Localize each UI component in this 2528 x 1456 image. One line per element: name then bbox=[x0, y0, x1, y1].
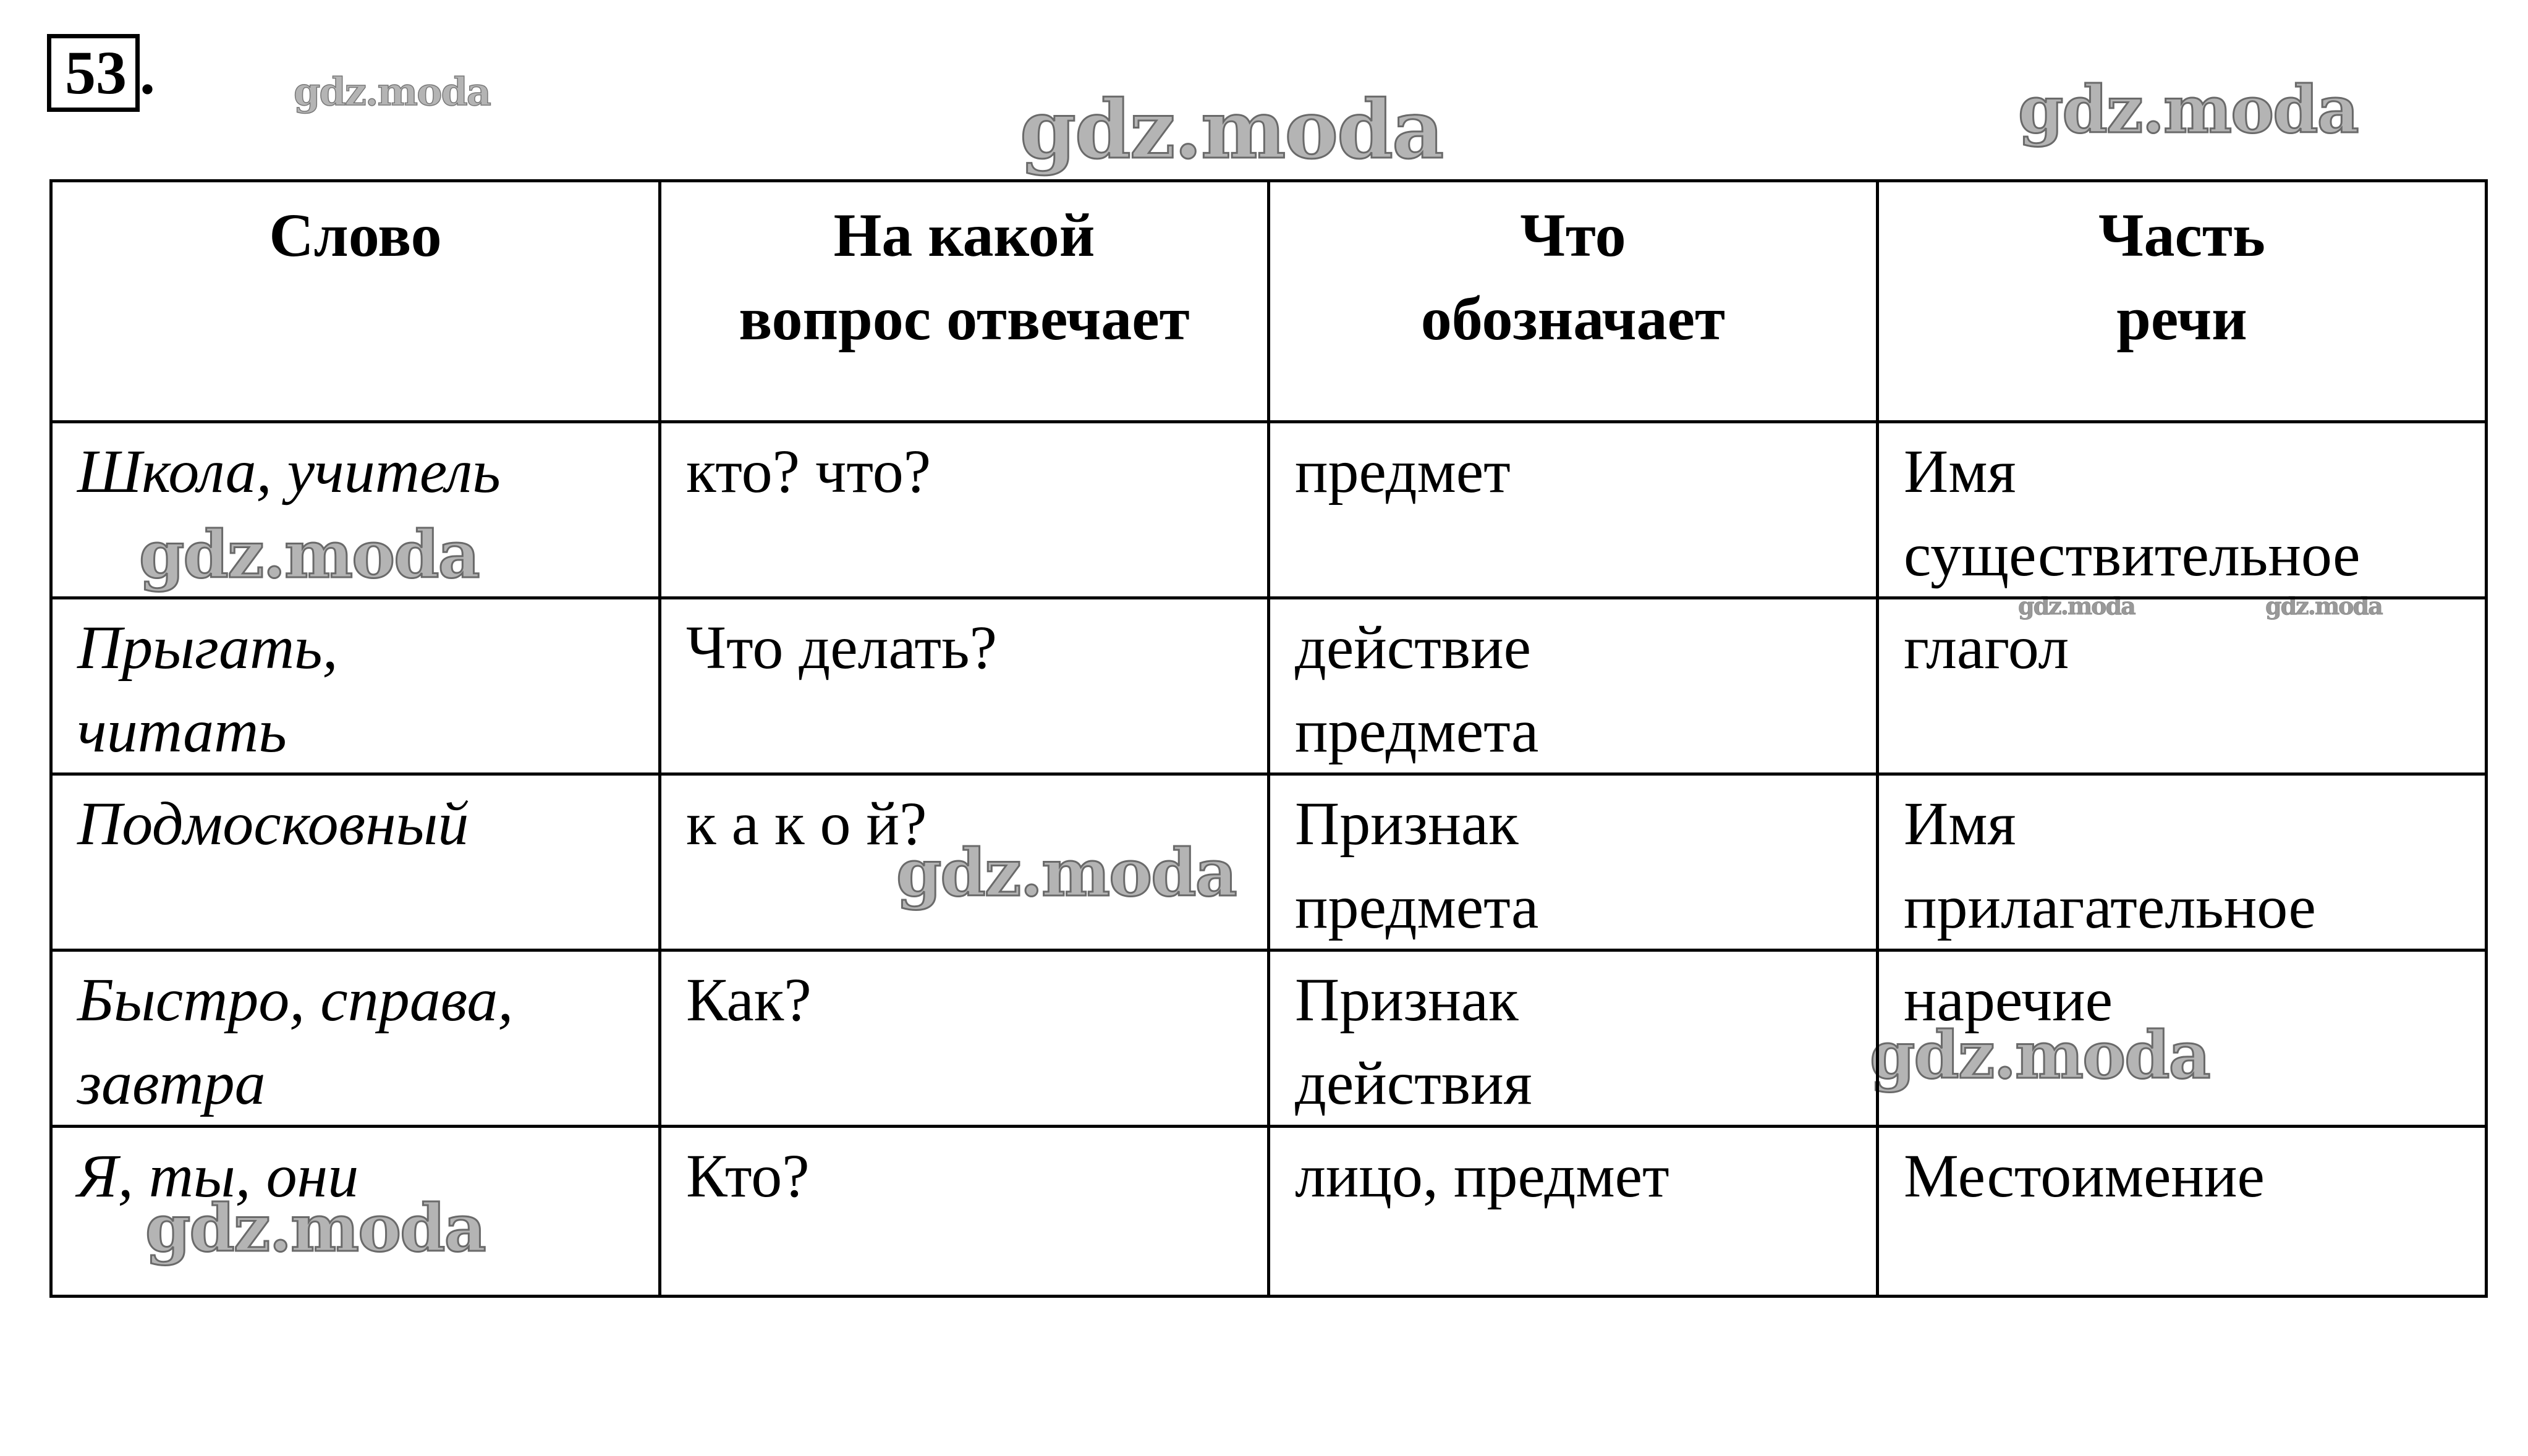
word-cell bbox=[51, 422, 660, 598]
table-header-row bbox=[51, 181, 2487, 422]
cell-line: Признак bbox=[1295, 789, 1519, 858]
header-word bbox=[51, 181, 660, 422]
cell-line: Школа, учитель bbox=[77, 437, 501, 506]
cell-line: существительное bbox=[1904, 520, 2360, 589]
cell-line: Кто? bbox=[686, 1141, 810, 1210]
question-cell bbox=[660, 598, 1269, 774]
header-word-line: Слово bbox=[269, 201, 442, 269]
watermark: gdz.moda bbox=[145, 1190, 485, 1266]
cell-line: Быстро, справа, bbox=[77, 965, 514, 1034]
watermark: gdz.moda bbox=[2018, 592, 2135, 620]
cell-line: Как? bbox=[686, 965, 812, 1034]
word-cell bbox=[51, 1127, 660, 1297]
cell-line: лицо, предмет bbox=[1295, 1141, 1669, 1210]
cell-line: Подмосковный bbox=[77, 789, 469, 858]
header-part-of-speech bbox=[1878, 181, 2487, 422]
exercise-number bbox=[47, 34, 155, 111]
watermark: gdz.moda bbox=[294, 69, 490, 114]
part-of-speech-cell bbox=[1878, 774, 2487, 950]
cell-line: Имя bbox=[1904, 789, 2016, 858]
watermark: gdz.moda bbox=[2265, 592, 2382, 620]
cell-line: завтра bbox=[77, 1049, 266, 1117]
cell-line: Имя bbox=[1904, 437, 2016, 506]
header-question-line: На какой bbox=[833, 201, 1095, 269]
word-cell bbox=[51, 950, 660, 1127]
meaning-cell bbox=[1269, 774, 1878, 950]
cell-line: предмет bbox=[1295, 437, 1511, 506]
cell-line: Признак bbox=[1295, 965, 1519, 1034]
cell-line: предмета bbox=[1295, 873, 1539, 941]
cell-line: Местоимение bbox=[1904, 1141, 2265, 1210]
exercise-number-text: 53 bbox=[65, 38, 127, 107]
header-part-of-speech-line: речи bbox=[2116, 284, 2247, 353]
exercise-number-box bbox=[47, 34, 140, 112]
cell-line: Я, ты, они bbox=[77, 1141, 359, 1210]
question-cell bbox=[660, 950, 1269, 1127]
part-of-speech-cell bbox=[1878, 598, 2487, 774]
header-meaning-line: Что bbox=[1520, 201, 1626, 269]
table-row bbox=[51, 598, 2487, 774]
part-of-speech-cell bbox=[1878, 422, 2487, 598]
cell-line: глагол bbox=[1904, 613, 2069, 682]
exercise-number-dot: . bbox=[140, 38, 155, 107]
cell-line: наречие bbox=[1904, 965, 2113, 1034]
question-cell bbox=[660, 774, 1269, 950]
header-question-line: вопрос отвечает bbox=[739, 284, 1190, 353]
watermark: gdz.moda bbox=[2018, 71, 2358, 148]
table-row bbox=[51, 774, 2487, 950]
word-cell bbox=[51, 598, 660, 774]
question-cell bbox=[660, 1127, 1269, 1297]
table-row bbox=[51, 422, 2487, 598]
watermark: gdz.moda bbox=[1020, 82, 1443, 177]
cell-line: читать bbox=[77, 696, 287, 765]
table-row bbox=[51, 950, 2487, 1127]
word-cell bbox=[51, 774, 660, 950]
part-of-speech-cell bbox=[1878, 950, 2487, 1127]
table-row bbox=[51, 1127, 2487, 1297]
question-cell bbox=[660, 422, 1269, 598]
meaning-cell bbox=[1269, 1127, 1878, 1297]
cell-line: кто? что? bbox=[686, 437, 931, 506]
header-meaning-line: обозначает bbox=[1420, 284, 1726, 353]
header-part-of-speech-line: Часть bbox=[2098, 201, 2265, 269]
cell-line: действие bbox=[1295, 613, 1531, 682]
cell-line: предмета bbox=[1295, 696, 1539, 765]
meaning-cell bbox=[1269, 422, 1878, 598]
header-meaning bbox=[1269, 181, 1878, 422]
header-question bbox=[660, 181, 1269, 422]
cell-line: к а к о й? bbox=[686, 789, 927, 858]
parts-of-speech-table bbox=[49, 179, 2488, 1298]
watermark: gdz.moda bbox=[139, 516, 479, 593]
watermark: gdz.moda bbox=[1870, 1017, 2210, 1093]
watermark: gdz.moda bbox=[896, 834, 1236, 911]
part-of-speech-cell bbox=[1878, 1127, 2487, 1297]
cell-line: прилагательное bbox=[1904, 873, 2316, 941]
cell-line: действия bbox=[1295, 1049, 1532, 1117]
cell-line: Что делать? bbox=[686, 613, 998, 682]
meaning-cell bbox=[1269, 598, 1878, 774]
cell-line: Прыгать, bbox=[77, 613, 338, 682]
meaning-cell bbox=[1269, 950, 1878, 1127]
